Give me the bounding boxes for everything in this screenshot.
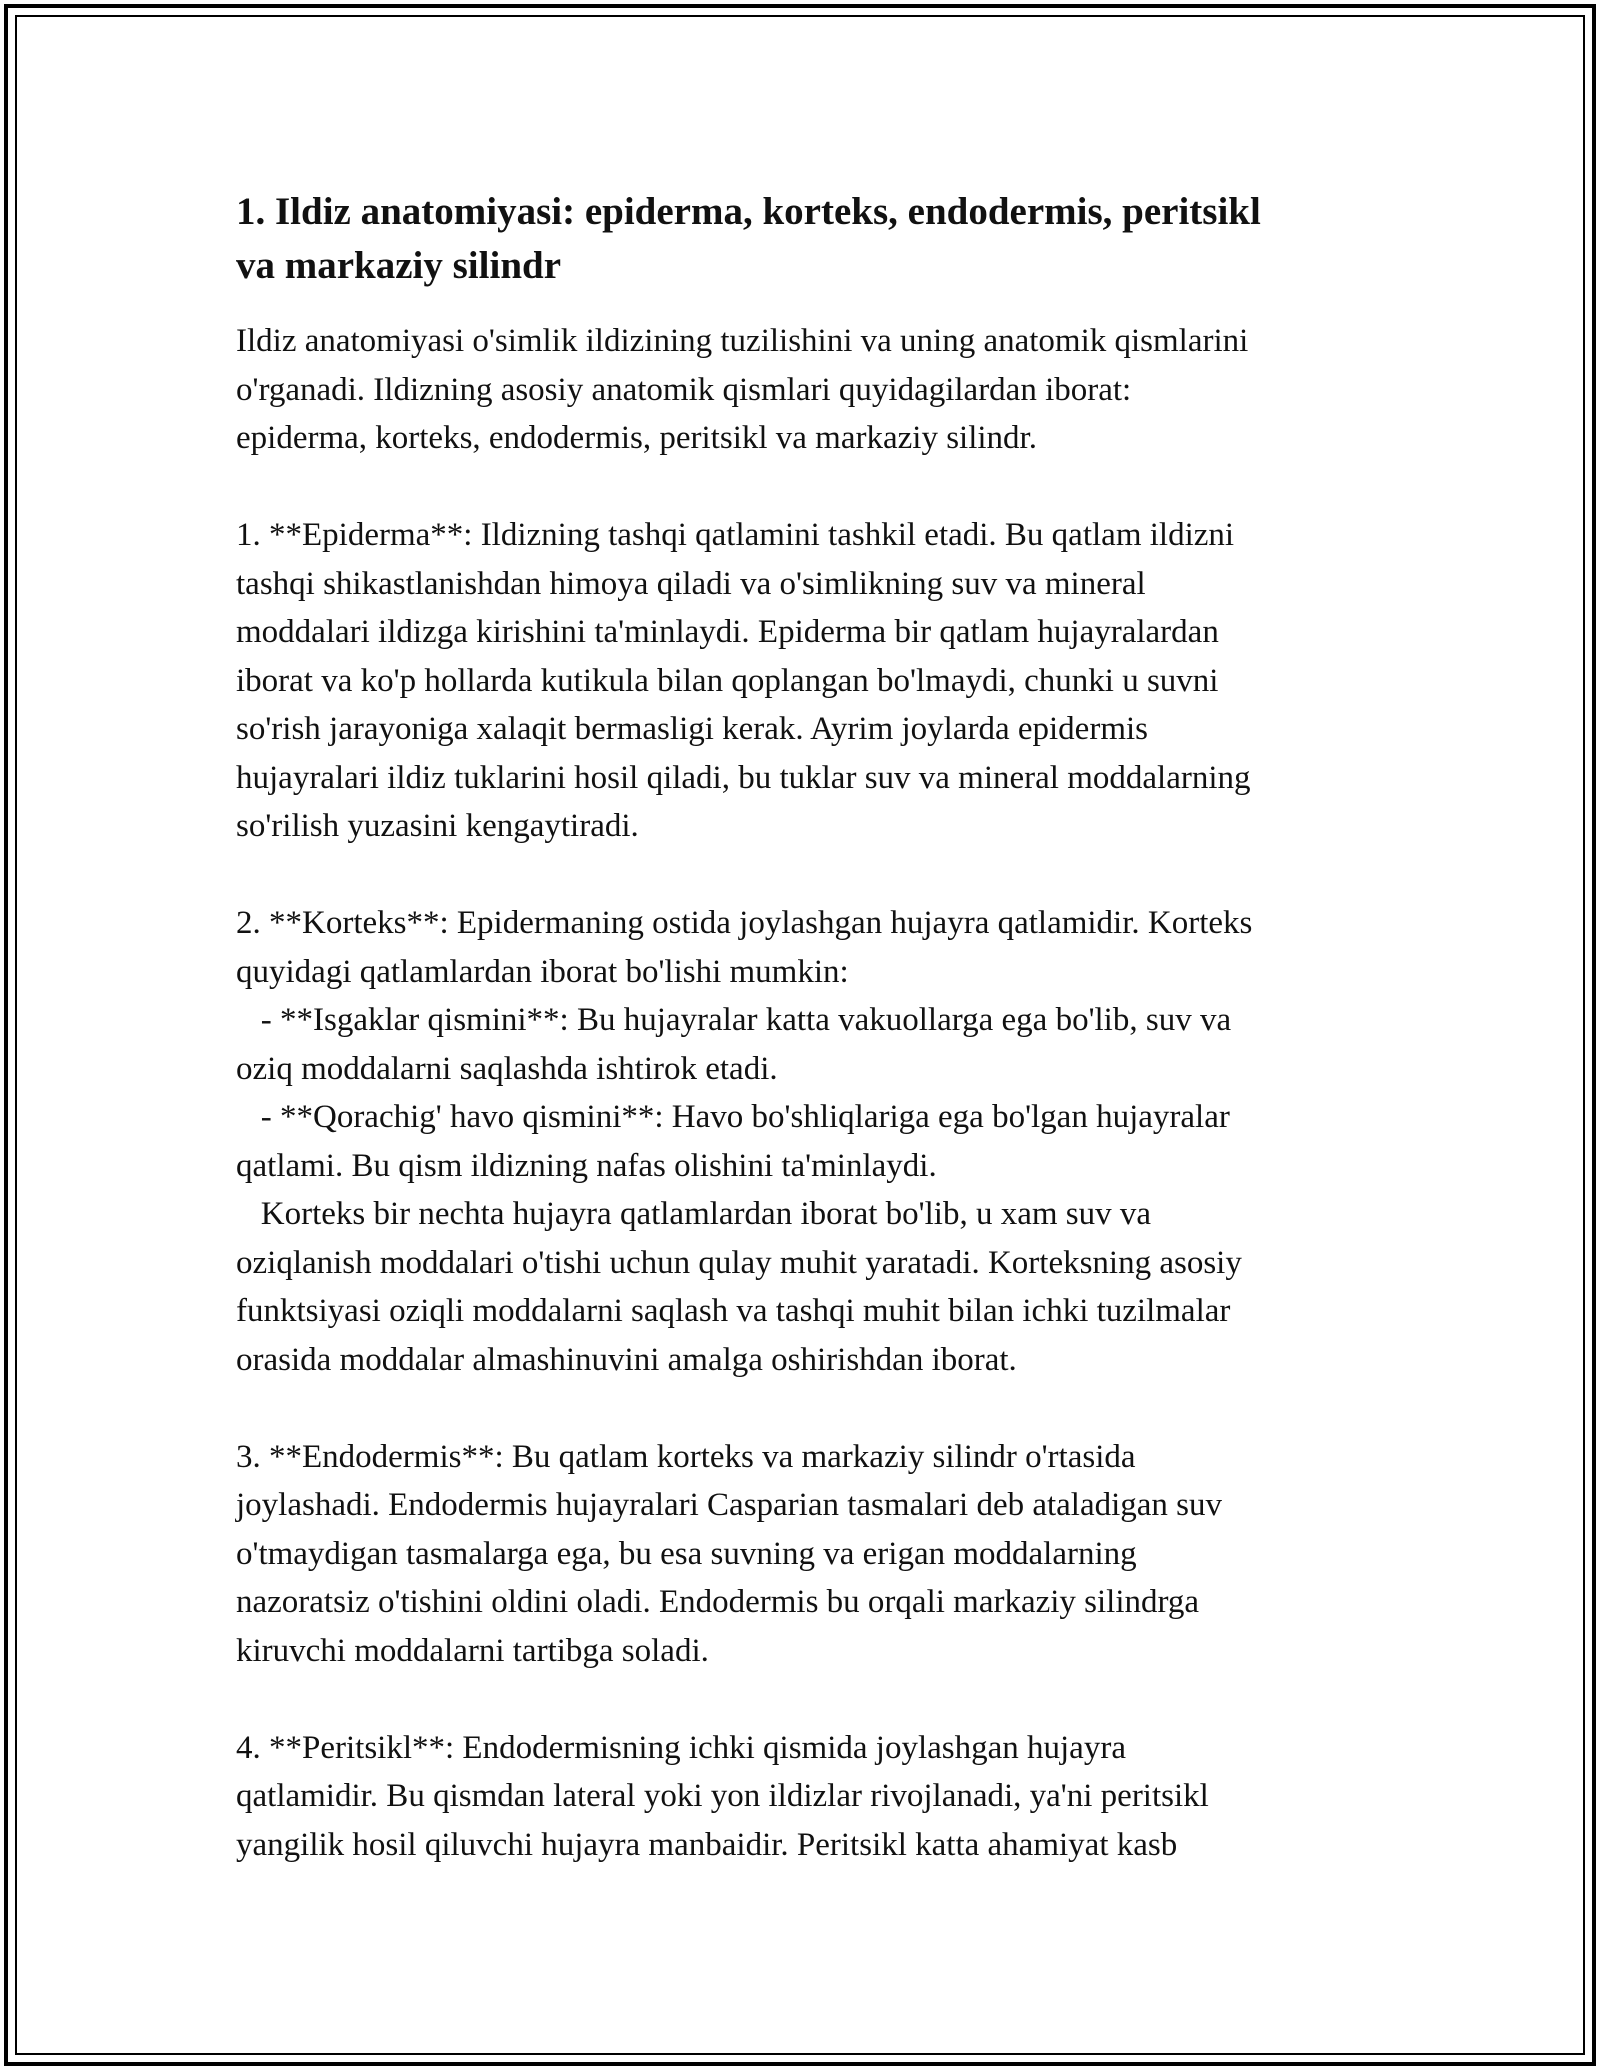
text-line: 4. **Peritsikl**: Endodermisning ichki qismida joylashgan hujayra — [236, 1729, 1126, 1766]
text-line: - **Isgaklar qismini**: Bu hujayralar katta vakuollarga ega bo'lib, suv va — [236, 1002, 1232, 1038]
text-line: qatlamidir. Bu qismdan lateral yoki yon ildizlar rivojlanadi, ya'ni peritsikl — [236, 1778, 1209, 1814]
section-korteks — [236, 899, 1386, 1384]
text-line: orasida moddalar almashinuvini amalga oshirishdan iborat. — [236, 1341, 1017, 1378]
text-line: Ildiz anatomiyasi o'simlik ildizining tuzilishini va uning anatomik qismlarini — [236, 323, 1249, 359]
text-line: quyidagi qatlamlardan iborat bo'lishi mumkin: — [236, 953, 849, 990]
paragraph-gap — [236, 463, 1386, 512]
text-line: joylashadi. Endodermis hujayralari Casparian tasmalari deb ataladigan suv — [236, 1487, 1223, 1523]
text-line: o'tmaydigan tasmalarga ega, bu esa suvning va erigan moddalarning — [236, 1535, 1137, 1572]
section-endodermis — [236, 1433, 1386, 1676]
paragraph-gap — [236, 851, 1386, 900]
text-line: yangilik hosil qiluvchi hujayra manbaidir. Peritsikl katta ahamiyat kasb — [236, 1826, 1178, 1863]
text-line: qatlami. Bu qism ildizning nafas olishini ta'minlaydi. — [236, 1147, 937, 1184]
section-epiderma — [236, 511, 1386, 851]
paragraph-gap — [236, 1384, 1386, 1433]
text-line: oziq moddalarni saqlashda ishtirok etadi. — [236, 1050, 778, 1087]
section-peritsikl — [236, 1724, 1386, 1870]
text-line: so'rilish yuzasini kengaytiradi. — [236, 808, 639, 844]
paragraph-gap — [236, 1675, 1386, 1724]
text-line: tashqi shikastlanishdan himoya qiladi va o'simlikning suv va mineral — [236, 565, 1146, 602]
text-line: - **Qorachig' havo qismini**: Havo bo'shliqlariga ega bo'lgan hujayralar — [236, 1099, 1230, 1135]
title-line: va markaziy silindr — [236, 244, 562, 287]
text-line: kiruvchi moddalarni tartibga soladi. — [236, 1632, 709, 1669]
text-line: 2. **Korteks**: Epidermaning ostida joylashgan hujayra qatlamidir. Korteks — [236, 905, 1253, 941]
text-line: moddalari ildizga kirishini ta'minlaydi. Epiderma bir qatlam hujayralardan — [236, 614, 1219, 650]
text-line: 3. **Endodermis**: Bu qatlam korteks va markaziy silindr o'rtasida — [236, 1438, 1136, 1475]
title-line: 1. Ildiz anatomiyasi: epiderma, korteks, endodermis, peritsikl — [236, 190, 1261, 233]
document-body — [236, 185, 1386, 1869]
document-title — [236, 185, 1386, 293]
text-line: oziqlanish moddalari o'tishi uchun qulay muhit yaratadi. Korteksning asosiy — [236, 1244, 1242, 1281]
text-line: Korteks bir nechta hujayra qatlamlardan iborat bo'lib, u xam suv va — [236, 1196, 1152, 1232]
text-line: epiderma, korteks, endodermis, peritsikl va markaziy silindr. — [236, 420, 1037, 456]
text-line: nazoratsiz o'tishini oldini oladi. Endodermis bu orqali markaziy silindrga — [236, 1584, 1200, 1620]
text-line: iborat va ko'p hollarda kutikula bilan qoplangan bo'lmaydi, chunki u suvni — [236, 662, 1219, 699]
text-line: so'rish jarayoniga xalaqit bermasligi kerak. Ayrim joylarda epidermis — [236, 711, 1148, 747]
text-line: hujayralari ildiz tuklarini hosil qiladi, bu tuklar suv va mineral moddalarning — [236, 759, 1251, 796]
text-line: o'rganadi. Ildizning asosiy anatomik qismlari quyidagilardan iborat: — [236, 371, 1132, 408]
text-line: funktsiyasi oziqli moddalarni saqlash va tashqi muhit bilan ichki tuzilmalar — [236, 1293, 1231, 1329]
intro-paragraph — [236, 317, 1386, 463]
text-line: 1. **Epiderma**: Ildizning tashqi qatlamini tashkil etadi. Bu qatlam ildizni — [236, 517, 1235, 553]
